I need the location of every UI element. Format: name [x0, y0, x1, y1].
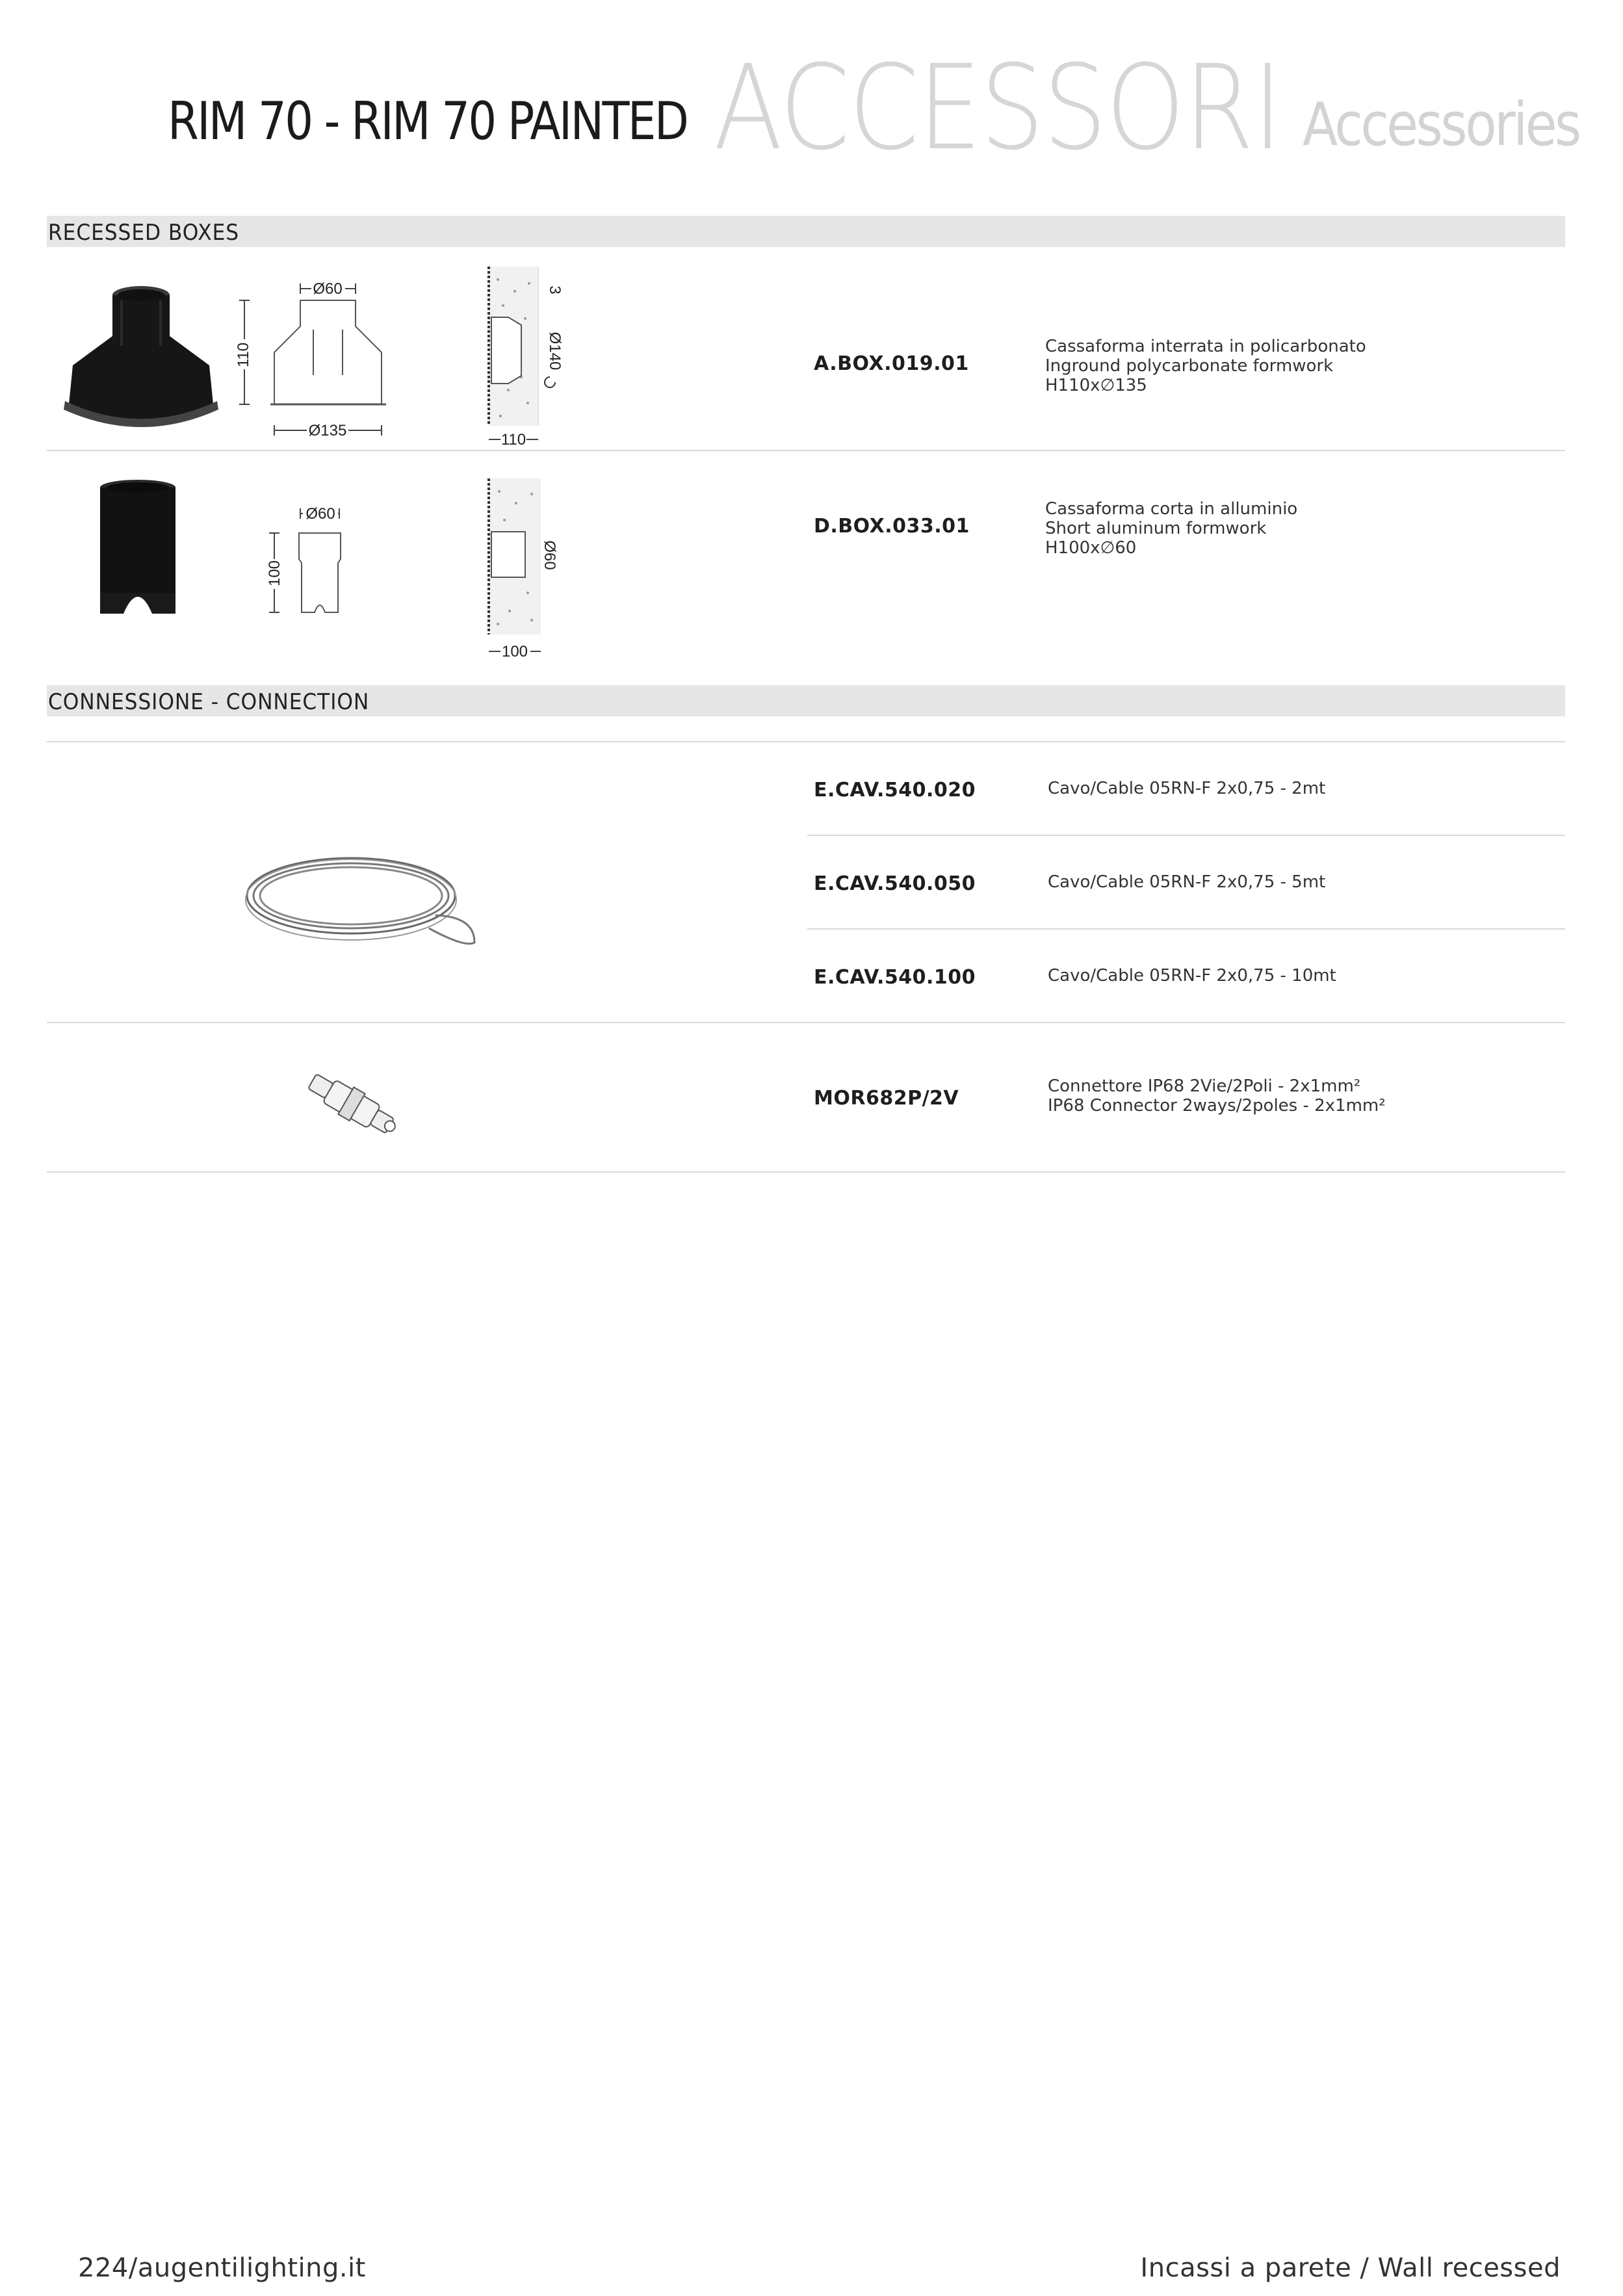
section-title: RECESSED BOXES: [48, 220, 240, 246]
page-title-english: Accessories: [1303, 90, 1579, 159]
description-line: H100x∅60: [1045, 538, 1137, 558]
product-code: E.CAV.540.020: [814, 779, 976, 802]
recessed-box-section-drawing: [469, 260, 619, 449]
recessed-box-front-drawing: [229, 274, 463, 443]
cable-coil-illustration: [240, 845, 481, 956]
description-line: H110x∅135: [1045, 376, 1147, 395]
ip68-connector-illustration: [299, 1066, 403, 1144]
product-description: [1045, 499, 1297, 558]
dim-side-diameter: Ø60: [541, 540, 558, 570]
row-divider: [47, 450, 1565, 451]
description-line: Inground polycarbonate formwork: [1045, 356, 1334, 376]
description-line: Cassaforma corta in alluminio: [1045, 499, 1298, 519]
dim-height: 100: [266, 560, 283, 587]
row-divider: [47, 1022, 1565, 1023]
product-code: A.BOX.019.01: [814, 352, 969, 375]
product-code: E.CAV.540.100: [814, 966, 976, 989]
product-row-abox: [47, 260, 1565, 449]
dim-height: 110: [235, 342, 252, 368]
row-divider: [807, 928, 1565, 930]
page-number-website: 224/augentilighting.it: [78, 2253, 366, 2283]
product-description: Cavo/Cable 05RN-F 2x0,75 - 10mt: [1048, 966, 1336, 985]
row-divider: [807, 835, 1565, 836]
dim-top: Ø60: [313, 280, 343, 298]
dim-side-depth: 110: [500, 431, 526, 449]
dim-side-thickness: 3: [546, 285, 564, 294]
dim-side-diameter: Ø140: [546, 332, 564, 371]
product-title: RIM 70 - RIM 70 PAINTED: [168, 91, 688, 151]
dim-bottom: Ø135: [308, 422, 347, 439]
product-description: [1045, 337, 1366, 395]
description-line: IP68 Connector 2ways/2poles - 2x1mm²: [1048, 1096, 1386, 1115]
row-divider: [47, 1171, 1565, 1173]
product-code: MOR682P/2V: [814, 1087, 959, 1110]
footer-category: Incassi a parete / Wall recessed: [1140, 2253, 1561, 2283]
description-line: Connettore IP68 2Vie/2Poli - 2x1mm²: [1048, 1076, 1361, 1096]
product-description: Cavo/Cable 05RN-F 2x0,75 - 5mt: [1048, 872, 1326, 892]
section-header-recessed-boxes: [47, 216, 1565, 247]
short-formwork-front-drawing: [242, 501, 411, 644]
short-formwork-section-drawing: [469, 475, 619, 670]
page-title-italian: ACCESSORI: [714, 40, 1282, 176]
section-title: CONNESSIONE - CONNECTION: [48, 689, 370, 715]
product-code: D.BOX.033.01: [814, 515, 970, 538]
dim-top: Ø60: [305, 505, 335, 523]
product-description: Cavo/Cable 05RN-F 2x0,75 - 2mt: [1048, 779, 1326, 798]
short-formwork-photo: [86, 476, 190, 632]
product-code: E.CAV.540.050: [814, 872, 976, 895]
product-description: [1048, 1076, 1386, 1115]
description-line: Short aluminum formwork: [1045, 519, 1267, 538]
section-header-connection: [47, 685, 1565, 716]
product-row-dbox: [47, 455, 1565, 683]
recessed-box-photo: [60, 274, 222, 429]
row-divider: [47, 741, 1565, 742]
description-line: Cassaforma interrata in policarbonato: [1045, 337, 1366, 356]
dim-side-depth: 100: [501, 643, 528, 660]
